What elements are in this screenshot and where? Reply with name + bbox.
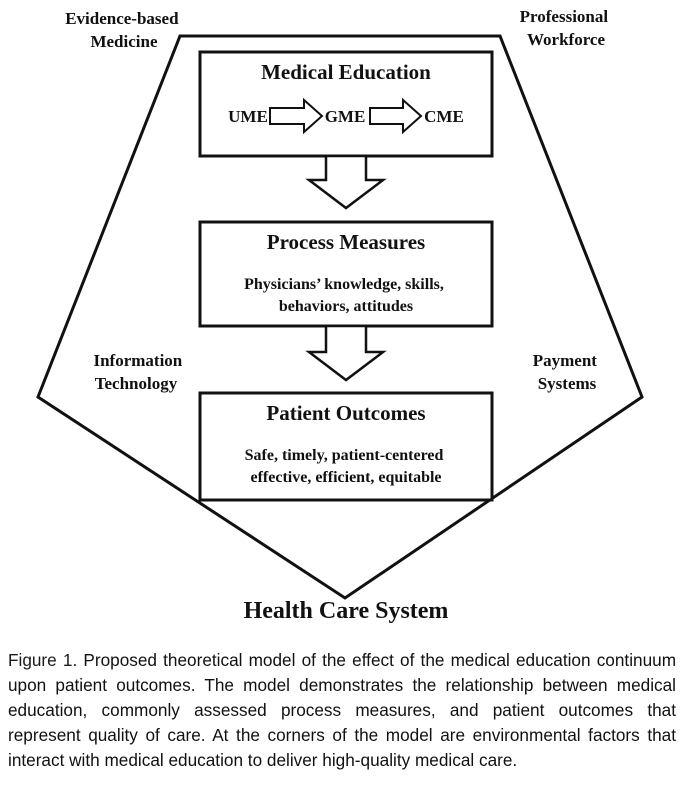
process-measures-box [200,222,492,326]
down-arrow-process-to-outcomes [309,326,383,380]
figure-label: Figure 1. [8,650,78,670]
down-arrow-education-to-process [309,156,383,208]
corner-label-information-technology: Information Technology [93,351,183,393]
corner-label-evidence-based-medicine: Evidence-based Medicine [65,9,179,51]
figure-caption [8,648,676,773]
stage-ume: UME [228,107,268,126]
patient-outcomes-title: Patient Outcomes [266,401,426,425]
process-measures-description: Physicians’ knowledge, skills, behaviors, attitudes [244,276,444,315]
corner-label-professional-workforce: Professional Workforce [519,7,609,49]
stage-cme: CME [424,107,464,126]
medical-education-title: Medical Education [261,60,431,84]
medical-education-box [200,52,492,156]
patient-outcomes-description: Safe, timely, patient-centered effective, efficient, equitable [244,447,444,486]
stage-gme: GME [324,107,366,126]
health-care-system-label: Health Care System [243,598,449,624]
patient-outcomes-box [200,393,492,500]
figure-caption-text: Proposed theoretical model of the effect of the medical education continuum upon patient outcomes. The model demonstrates the relationship between medical education, commonly assessed process measures, and patient outcomes that represent quality of care. At the corners of the model are environmental factors that interact with medical education to deliver high-quality medical care. [8,650,677,770]
process-measures-title: Process Measures [266,230,426,254]
corner-label-payment-systems: Payment Systems [532,351,597,393]
